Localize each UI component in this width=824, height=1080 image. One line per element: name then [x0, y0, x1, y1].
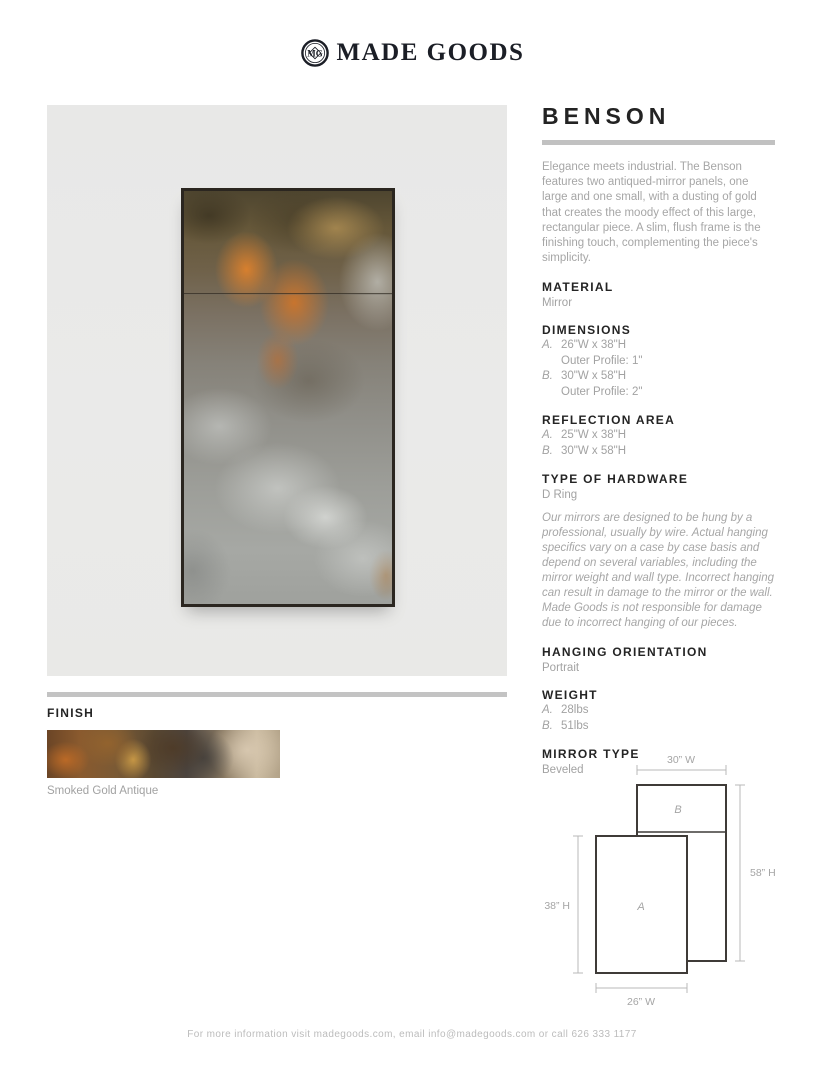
weight-row: [542, 720, 775, 734]
row-key: A.: [542, 339, 553, 352]
made-goods-monogram-icon: [300, 38, 330, 68]
finish-heading: FINISH: [47, 706, 95, 720]
dim-right-label: 58” H: [750, 867, 776, 879]
dimension-row: [542, 386, 775, 400]
mirror-antiqued-surface: [184, 191, 392, 604]
dim-left-label: 38” H: [544, 900, 570, 912]
mirror-type-heading: MIRROR TYPE: [542, 747, 640, 762]
row-key: [542, 355, 561, 369]
product-title: BENSON: [542, 103, 671, 129]
row-value: Outer Profile: 2": [561, 385, 643, 398]
hanging-disclaimer: Our mirrors are designed to be hung by a professional, usually by wire. Actual hanging specifics vary on a case by case basis and depend on several variables, including the mirror weight and wall type. Incorrect hanging can result in damage to the mirror or the wall. Made Goods is not responsible for damage due to incorrect hanging of our pieces.: [542, 512, 775, 630]
spec-column: [542, 103, 775, 776]
product-photo: [47, 105, 507, 676]
brand-name: MADE GOODS: [336, 39, 525, 66]
material-heading: MATERIAL: [542, 280, 614, 295]
row-value: 26"W x 38"H: [561, 339, 627, 352]
hanging-orientation-value: Portrait: [542, 662, 580, 675]
mirror-type-value: Beveled: [542, 764, 584, 777]
weight-row: [542, 704, 775, 718]
dimension-diagram: [530, 750, 790, 1018]
panel-a-label: A: [637, 901, 645, 913]
row-value: 28lbs: [561, 704, 589, 717]
dimension-row: [542, 339, 775, 353]
footer-contact-info: For more information visit madegoods.com, email info@madegoods.com or call 626 333 1177: [187, 1029, 637, 1040]
section-divider: [47, 692, 507, 697]
panel-b-label: B: [674, 804, 682, 816]
brand-header: [0, 38, 824, 68]
finish-section: [47, 706, 507, 797]
dimension-row: [542, 355, 775, 369]
row-key: A.: [542, 429, 553, 442]
row-value: 25"W x 38"H: [561, 429, 627, 442]
row-key: B.: [542, 370, 553, 383]
hanging-orientation-heading: HANGING ORIENTATION: [542, 645, 708, 660]
product-description: Elegance meets industrial. The Benson features two antiqued-mirror panels, one large and one small, with a dusting of gold that creates the moody effect of this large, rectangular piece. A slim, flush frame is the finishing touch, complementing the piece's simplicity.: [542, 161, 761, 265]
dimensions-heading: DIMENSIONS: [542, 323, 632, 338]
row-key: [542, 386, 561, 400]
title-rule: [542, 140, 775, 145]
reflection-area-heading: REFLECTION AREA: [542, 413, 676, 428]
row-value: 30"W x 58"H: [561, 444, 627, 457]
row-key: B.: [542, 719, 553, 732]
dim-top-label: 30” W: [666, 754, 696, 766]
material-value: Mirror: [542, 297, 573, 310]
reflection-row: [542, 429, 775, 443]
hardware-heading: TYPE OF HARDWARE: [542, 472, 689, 487]
finish-name: Smoked Gold Antique: [47, 785, 159, 797]
mirror-product-image: [181, 188, 395, 607]
reflection-row: [542, 445, 775, 459]
row-value: Outer Profile: 1": [561, 354, 643, 367]
finish-swatch-smoked-gold-antique: [47, 730, 280, 778]
row-key: A.: [542, 704, 553, 717]
mirror-panel-seam: [184, 293, 392, 295]
svg-text:MG: MG: [306, 48, 323, 59]
row-key: B.: [542, 444, 553, 457]
dimension-row: [542, 370, 775, 384]
row-value: 51lbs: [561, 719, 589, 732]
dim-bottom-label: 26” W: [626, 996, 656, 1008]
row-value: 30"W x 58"H: [561, 370, 627, 383]
weight-heading: WEIGHT: [542, 688, 598, 703]
hardware-value: D Ring: [542, 489, 578, 502]
